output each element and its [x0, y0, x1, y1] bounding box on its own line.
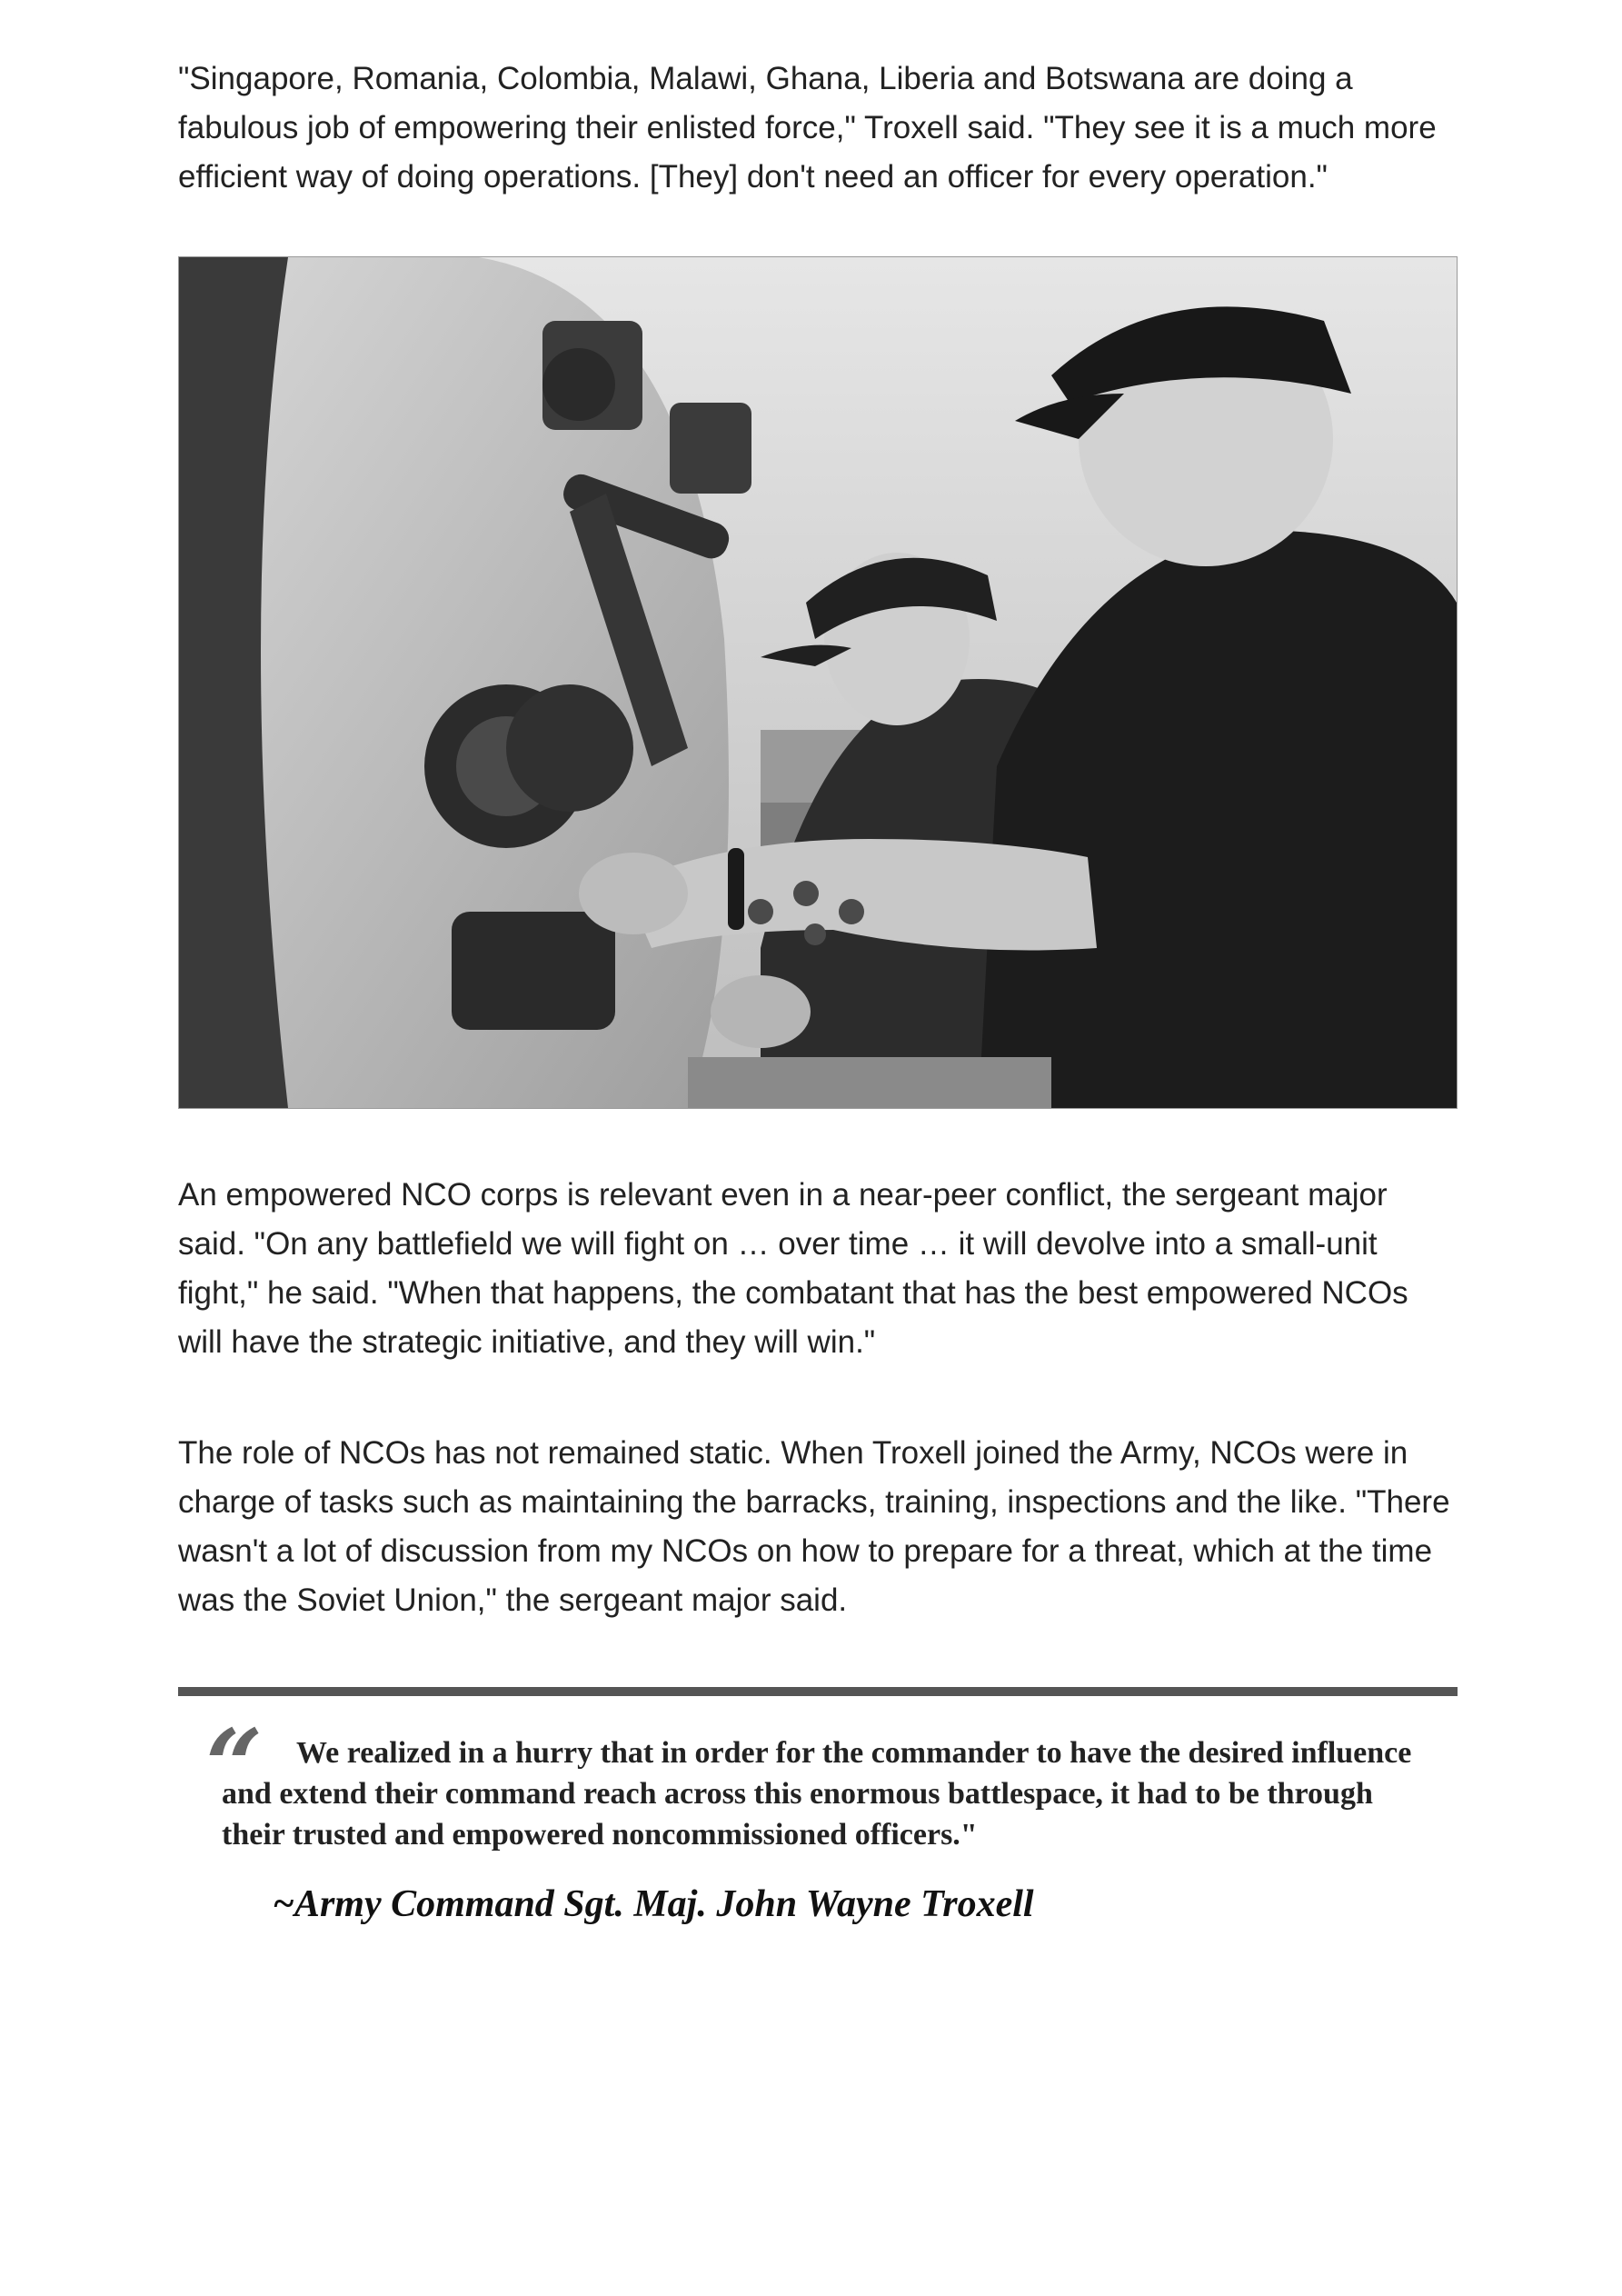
article-paragraph: "Singapore, Romania, Colombia, Malawi, Ghana, Liberia and Botswana are doing a fabulous job of empowering their enlisted force," Troxell said. "They see it is a much more efficient way of doing operations. [They] don't need an officer for every operation."	[178, 61, 1437, 195]
sailors-repairing-equipment-photo	[178, 256, 1458, 1109]
pull-quote-attribution: ~Army Command Sgt. Maj. John Wayne Troxell	[273, 1883, 1034, 1925]
article-paragraph: An empowered NCO corps is relevant even in a near-peer conflict, the sergeant major said. "On any battlefield we will fight on … over time … it will devolve into a small-unit fight," he said. "When that happens, the combatant that has the best empowered NCOs will have the strategic initiative, and they will win."	[178, 1177, 1408, 1360]
section-divider	[178, 1687, 1458, 1696]
quotation-mark-icon: “	[205, 1707, 264, 1824]
article-body	[178, 55, 1458, 1932]
pull-quote-text: We realized in a hurry that in order for the commander to have the desired influence and extend their command reach across this enormous battlespace, it had to be through their trusted and empowered noncommissioned officers."	[222, 1736, 1412, 1852]
pull-quote	[178, 1707, 1458, 1932]
article-paragraph: The role of NCOs has not remained static. When Troxell joined the Army, NCOs were in charge of tasks such as maintaining the barracks, training, inspections and the like. "There wasn't a lot of discussion from my NCOs on how to prepare for a threat, which at the time was the Soviet Union," the sergeant major said.	[178, 1435, 1450, 1618]
